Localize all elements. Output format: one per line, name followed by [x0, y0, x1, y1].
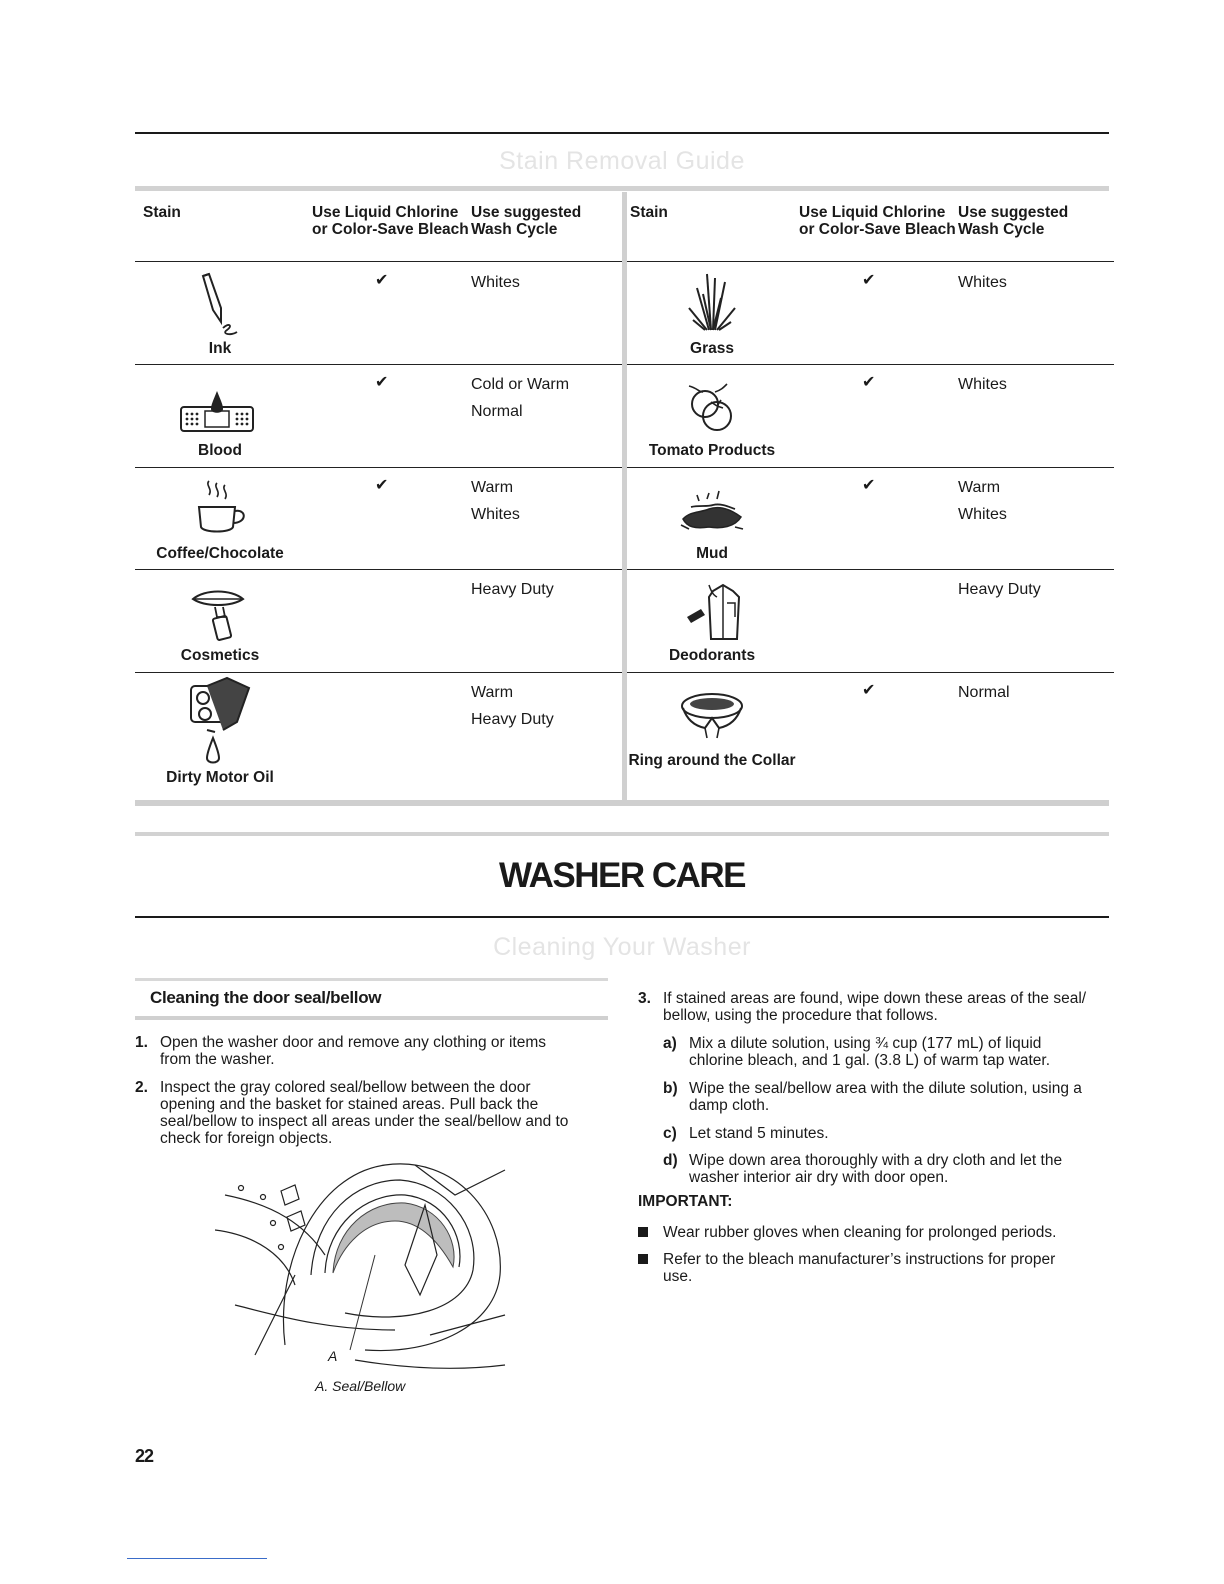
- table-row: [627, 672, 1114, 797]
- wash-cycle: Warm Heavy Duty: [471, 684, 554, 728]
- figure-caption: A. Seal/Bellow: [315, 1378, 406, 1394]
- page-title: WASHER CARE: [498, 856, 746, 895]
- bleach-check: ✔: [862, 682, 876, 699]
- table-row: [135, 569, 622, 673]
- stain-name: Tomato Products: [648, 442, 776, 459]
- subheading-rule-top: [135, 978, 608, 981]
- bleach-check: ✔: [375, 374, 389, 391]
- stain-removal-table: [135, 192, 1109, 802]
- wash-cycle: Whites: [958, 376, 1007, 393]
- figure-callout-letter: A: [328, 1348, 338, 1364]
- bullet-square-icon: [638, 1227, 648, 1237]
- washer-care-rule: [135, 916, 1109, 918]
- stain-guide-title: Stain Removal Guide: [499, 147, 745, 175]
- wash-cycle: Heavy Duty: [471, 581, 554, 598]
- table-row: [627, 569, 1114, 673]
- table-bottom-band: [135, 800, 1109, 806]
- bandage-icon: [179, 378, 259, 446]
- washer-care-top-band: [135, 832, 1109, 836]
- header-cycle: Use suggested Wash Cycle: [471, 204, 582, 238]
- table-header: [135, 192, 622, 262]
- subheading: Cleaning the door seal/bellow: [150, 988, 382, 1007]
- table-row: [135, 467, 622, 570]
- oil-engine-icon: [177, 676, 257, 768]
- wash-cycle: Normal: [958, 684, 1010, 701]
- tomato-icon: [677, 374, 747, 442]
- stain-table-left: [135, 192, 622, 802]
- grass-icon: [677, 268, 747, 336]
- stain-name: Mud: [696, 545, 728, 562]
- stain-name: Grass: [690, 340, 734, 357]
- bullet-square-icon: [638, 1254, 648, 1264]
- bottom-link-line: [127, 1558, 267, 1559]
- table-row: [135, 672, 622, 797]
- table-row: [627, 262, 1114, 365]
- page-number: 22: [135, 1446, 154, 1466]
- stain-name: Cosmetics: [180, 647, 260, 664]
- bleach-check: ✔: [862, 272, 876, 289]
- wash-cycle: Warm Whites: [471, 479, 520, 523]
- bleach-check: ✔: [862, 374, 876, 391]
- mud-icon: [677, 481, 747, 549]
- bleach-check: ✔: [375, 477, 389, 494]
- header-stain: Stain: [630, 204, 668, 221]
- stain-table-right: [622, 192, 1114, 802]
- stain-name: Ring around the Collar: [628, 752, 796, 769]
- table-row: [135, 364, 622, 468]
- important-label: IMPORTANT:: [638, 1193, 733, 1210]
- coffee-cup-icon: [185, 477, 255, 545]
- bleach-check: ✔: [375, 272, 389, 289]
- header-stain: Stain: [143, 204, 181, 221]
- subheading-rule-bottom: [135, 1016, 608, 1020]
- table-row: [627, 364, 1114, 468]
- deodorant-shirt-icon: [677, 577, 747, 645]
- seal-bellow-illustration: [215, 1155, 515, 1370]
- cleaning-subtitle: Cleaning Your Washer: [493, 933, 751, 961]
- header-bleach: Use Liquid Chlorine or Color-Save Bleach: [799, 204, 956, 238]
- wash-cycle: Warm Whites: [958, 479, 1007, 523]
- header-cycle: Use suggested Wash Cycle: [958, 204, 1069, 238]
- stain-name: Coffee/Chocolate: [156, 545, 284, 562]
- wash-cycle: Cold or Warm Normal: [471, 376, 570, 420]
- wash-cycle: Whites: [958, 274, 1007, 291]
- stain-name: Dirty Motor Oil: [166, 769, 274, 786]
- table-top-band: [135, 186, 1109, 191]
- pen-icon: [185, 272, 255, 340]
- lipstick-icon: [185, 579, 255, 647]
- table-row: [627, 467, 1114, 570]
- stain-name: Ink: [208, 340, 232, 357]
- wash-cycle: Whites: [471, 274, 520, 291]
- table-header: [627, 192, 1114, 262]
- header-bleach: Use Liquid Chlorine or Color-Save Bleach: [312, 204, 469, 238]
- top-rule: [135, 132, 1109, 134]
- stain-name: Deodorants: [668, 647, 756, 664]
- table-row: [135, 262, 622, 365]
- wash-cycle: Heavy Duty: [958, 581, 1041, 598]
- collar-icon: [677, 684, 747, 752]
- bleach-check: ✔: [862, 477, 876, 494]
- stain-name: Blood: [198, 442, 242, 459]
